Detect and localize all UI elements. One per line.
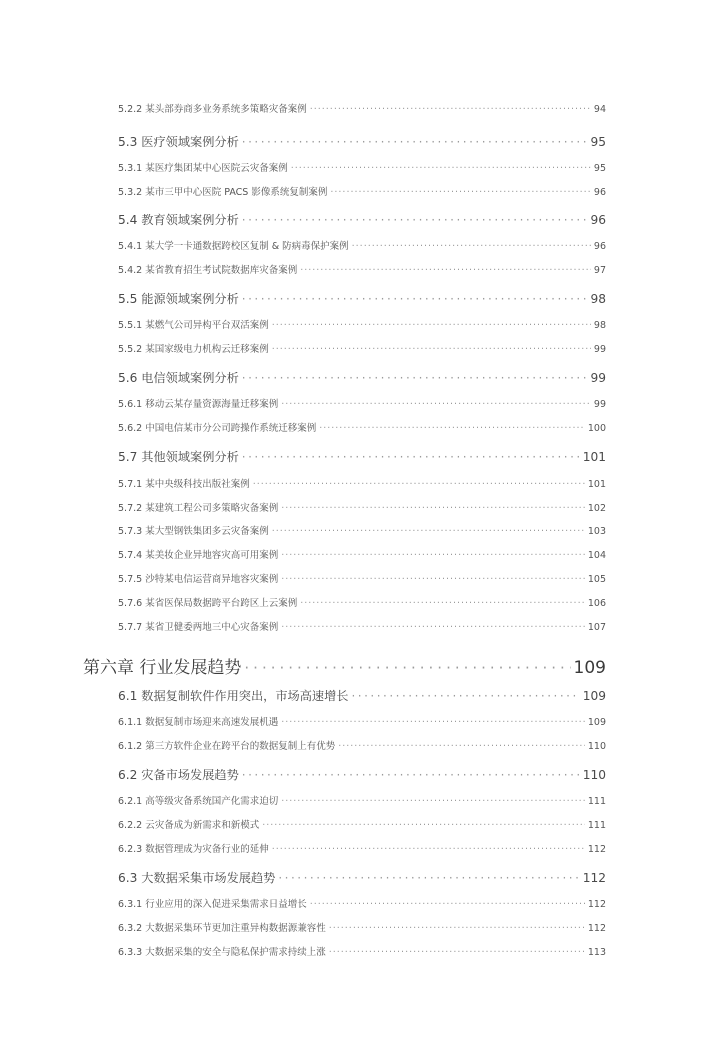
toc-entry-page: 109 bbox=[573, 658, 606, 678]
leader-dots bbox=[300, 598, 585, 609]
toc-entry-page: 104 bbox=[587, 550, 606, 561]
toc-chapter-entry[interactable] bbox=[83, 653, 606, 678]
toc-entry-title: 5.7.4 某美妆企业异地容灾高可用案例 bbox=[118, 550, 279, 561]
toc-entry-title: 5.4 教育领域案例分析 bbox=[118, 213, 239, 227]
toc-entry-title: 5.2.2 某头部券商多业务系统多策略灾备案例 bbox=[118, 104, 307, 115]
leader-dots bbox=[278, 871, 579, 885]
leader-dots bbox=[291, 163, 591, 174]
toc-entry[interactable] bbox=[118, 262, 606, 276]
toc-entry-page: 109 bbox=[582, 689, 606, 703]
toc-entry-title: 5.4.1 某大学一卡通数据跨校区复制 & 防病毒保护案例 bbox=[118, 241, 349, 252]
toc-entry-title: 5.3.2 某市三甲中心医院 PACS 影像系统复制案例 bbox=[118, 187, 328, 198]
toc-entry[interactable] bbox=[118, 448, 606, 465]
toc-entry[interactable] bbox=[118, 341, 606, 355]
toc-entry-page: 112 bbox=[587, 923, 606, 934]
toc-entry[interactable] bbox=[118, 184, 606, 198]
leader-dots bbox=[351, 689, 579, 703]
leader-dots bbox=[338, 741, 585, 752]
leader-dots bbox=[281, 550, 585, 561]
toc-entry-page: 106 bbox=[587, 598, 606, 609]
leader-dots bbox=[242, 292, 588, 306]
toc-entry-page: 111 bbox=[587, 820, 606, 831]
leader-dots bbox=[310, 899, 585, 910]
toc-entry-title: 5.5.2 某国家级电力机构云迁移案例 bbox=[118, 344, 269, 355]
toc-entry[interactable] bbox=[118, 523, 606, 537]
toc-entry-title: 第六章 行业发展趋势 bbox=[83, 658, 242, 678]
toc-entry-title: 5.7.6 某省医保局数据跨平台跨区上云案例 bbox=[118, 598, 298, 609]
toc-entry-page: 110 bbox=[582, 768, 606, 782]
toc-entry-title: 6.2 灾备市场发展趋势 bbox=[118, 768, 239, 782]
toc-entry-page: 110 bbox=[587, 741, 606, 752]
toc-entry-page: 103 bbox=[587, 526, 606, 537]
toc-entry[interactable] bbox=[118, 619, 606, 633]
toc-entry-page: 99 bbox=[593, 399, 606, 410]
leader-dots bbox=[352, 241, 591, 252]
toc-entry-page: 109 bbox=[587, 717, 606, 728]
toc-entry[interactable] bbox=[118, 869, 606, 886]
leader-dots bbox=[281, 503, 585, 514]
toc-entry-page: 112 bbox=[582, 871, 606, 885]
toc-entry[interactable] bbox=[118, 896, 606, 910]
toc-entry-page: 105 bbox=[587, 574, 606, 585]
toc-entry-title: 5.6.2 中国电信某市分公司跨操作系统迁移案例 bbox=[118, 423, 317, 434]
leader-dots bbox=[242, 213, 588, 227]
toc-entry-page: 98 bbox=[593, 320, 606, 331]
toc-entry[interactable] bbox=[118, 817, 606, 831]
toc-entry[interactable] bbox=[118, 571, 606, 585]
toc-entry-page: 98 bbox=[590, 292, 606, 306]
toc-entry-page: 99 bbox=[590, 371, 606, 385]
toc-entry[interactable] bbox=[118, 944, 606, 958]
toc-entry-title: 6.3 大数据采集市场发展趋势 bbox=[118, 871, 276, 885]
toc-entry-title: 6.1.2 第三方软件企业在跨平台的数据复制上有优势 bbox=[118, 741, 336, 752]
toc-entry[interactable] bbox=[118, 211, 606, 228]
toc-entry-title: 5.7.1 某中央级科技出版社案例 bbox=[118, 479, 250, 490]
leader-dots bbox=[281, 622, 585, 633]
toc-entry[interactable] bbox=[118, 160, 606, 174]
leader-dots bbox=[272, 320, 591, 331]
toc-entry-title: 5.3 医疗领域案例分析 bbox=[118, 135, 239, 149]
leader-dots bbox=[281, 717, 585, 728]
toc-entry[interactable] bbox=[118, 738, 606, 752]
toc-entry-title: 6.2.2 云灾备成为新需求和新模式 bbox=[118, 820, 260, 831]
toc-entry[interactable] bbox=[118, 238, 606, 252]
toc-entry-title: 5.6 电信领域案例分析 bbox=[118, 371, 239, 385]
toc-entry[interactable] bbox=[118, 500, 606, 514]
toc-entry[interactable] bbox=[118, 396, 606, 410]
toc-entry[interactable] bbox=[118, 290, 606, 307]
toc-entry-page: 112 bbox=[587, 899, 606, 910]
leader-dots bbox=[329, 923, 585, 934]
toc-entry-title: 5.5.1 某燃气公司异构平台双活案例 bbox=[118, 320, 269, 331]
leader-dots bbox=[319, 423, 585, 434]
toc-entry[interactable] bbox=[118, 841, 606, 855]
toc-entry-page: 101 bbox=[587, 479, 606, 490]
leader-dots bbox=[242, 450, 580, 464]
toc-entry-title: 6.1 数据复制软件作用突出，市场高速增长 bbox=[118, 689, 349, 703]
leader-dots bbox=[242, 768, 580, 782]
toc-entry[interactable] bbox=[118, 595, 606, 609]
toc-entry[interactable] bbox=[118, 476, 606, 490]
toc-entry-page: 96 bbox=[593, 241, 606, 252]
leader-dots bbox=[262, 820, 585, 831]
toc-entry[interactable] bbox=[118, 101, 606, 115]
toc-entry-title: 5.7 其他领域案例分析 bbox=[118, 450, 239, 464]
toc-entry[interactable] bbox=[118, 766, 606, 783]
toc-entry[interactable] bbox=[118, 687, 606, 704]
toc-entry[interactable] bbox=[118, 547, 606, 561]
leader-dots bbox=[242, 371, 588, 385]
toc-entry[interactable] bbox=[118, 317, 606, 331]
toc-entry-page: 99 bbox=[593, 344, 606, 355]
leader-dots bbox=[244, 659, 570, 677]
leader-dots bbox=[242, 135, 588, 149]
toc-entry[interactable] bbox=[118, 420, 606, 434]
toc-entry-title: 6.3.2 大数据采集环节更加注重异构数据源兼容性 bbox=[118, 923, 326, 934]
toc-entry-page: 96 bbox=[590, 213, 606, 227]
leader-dots bbox=[330, 187, 591, 198]
toc-entry-title: 5.7.7 某省卫健委两地三中心灾备案例 bbox=[118, 622, 279, 633]
toc-entry-title: 5.7.2 某建筑工程公司多策略灾备案例 bbox=[118, 503, 279, 514]
toc-entry-title: 5.5 能源领域案例分析 bbox=[118, 292, 239, 306]
leader-dots bbox=[272, 844, 585, 855]
toc-entry[interactable] bbox=[118, 793, 606, 807]
leader-dots bbox=[253, 479, 585, 490]
toc-entry-page: 113 bbox=[587, 947, 606, 958]
leader-dots bbox=[281, 574, 585, 585]
toc-entry-page: 97 bbox=[593, 265, 606, 276]
leader-dots bbox=[329, 947, 585, 958]
toc-entry-page: 107 bbox=[587, 622, 606, 633]
toc-entry[interactable] bbox=[118, 133, 606, 150]
toc-entry-title: 5.3.1 某医疗集团某中心医院云灾备案例 bbox=[118, 163, 288, 174]
leader-dots bbox=[310, 104, 591, 115]
toc-entry-title: 6.2.3 数据管理成为灾备行业的延伸 bbox=[118, 844, 269, 855]
toc-entry-title: 6.3.1 行业应用的深入促进采集需求日益增长 bbox=[118, 899, 307, 910]
toc-entry-title: 6.1.1 数据复制市场迎来高速发展机遇 bbox=[118, 717, 279, 728]
toc-entry[interactable] bbox=[118, 714, 606, 728]
toc-entry-page: 94 bbox=[593, 104, 606, 115]
toc-entry-title: 6.3.3 大数据采集的安全与隐私保护需求持续上涨 bbox=[118, 947, 326, 958]
toc-entry-page: 111 bbox=[587, 796, 606, 807]
toc-entry[interactable] bbox=[118, 920, 606, 934]
toc-entry-page: 95 bbox=[590, 135, 606, 149]
toc-entry-title: 5.6.1 移动云某存量资源海量迁移案例 bbox=[118, 399, 279, 410]
leader-dots bbox=[300, 265, 591, 276]
toc-entry-page: 112 bbox=[587, 844, 606, 855]
toc-entry-title: 5.4.2 某省教育招生考试院数据库灾备案例 bbox=[118, 265, 298, 276]
toc-entry-title: 5.7.5 沙特某电信运营商异地容灾案例 bbox=[118, 574, 279, 585]
toc-entry-page: 96 bbox=[593, 187, 606, 198]
toc-entry-page: 102 bbox=[587, 503, 606, 514]
toc-entry-title: 6.2.1 高等级灾备系统国产化需求迫切 bbox=[118, 796, 279, 807]
toc-entry-page: 100 bbox=[587, 423, 606, 434]
toc-entry-title: 5.7.3 某大型钢铁集团多云灾备案例 bbox=[118, 526, 269, 537]
toc-entry[interactable] bbox=[118, 369, 606, 386]
leader-dots bbox=[281, 399, 591, 410]
toc-entry-page: 101 bbox=[582, 450, 606, 464]
leader-dots bbox=[272, 526, 585, 537]
toc-entry-page: 95 bbox=[593, 163, 606, 174]
leader-dots bbox=[281, 796, 585, 807]
leader-dots bbox=[272, 344, 591, 355]
